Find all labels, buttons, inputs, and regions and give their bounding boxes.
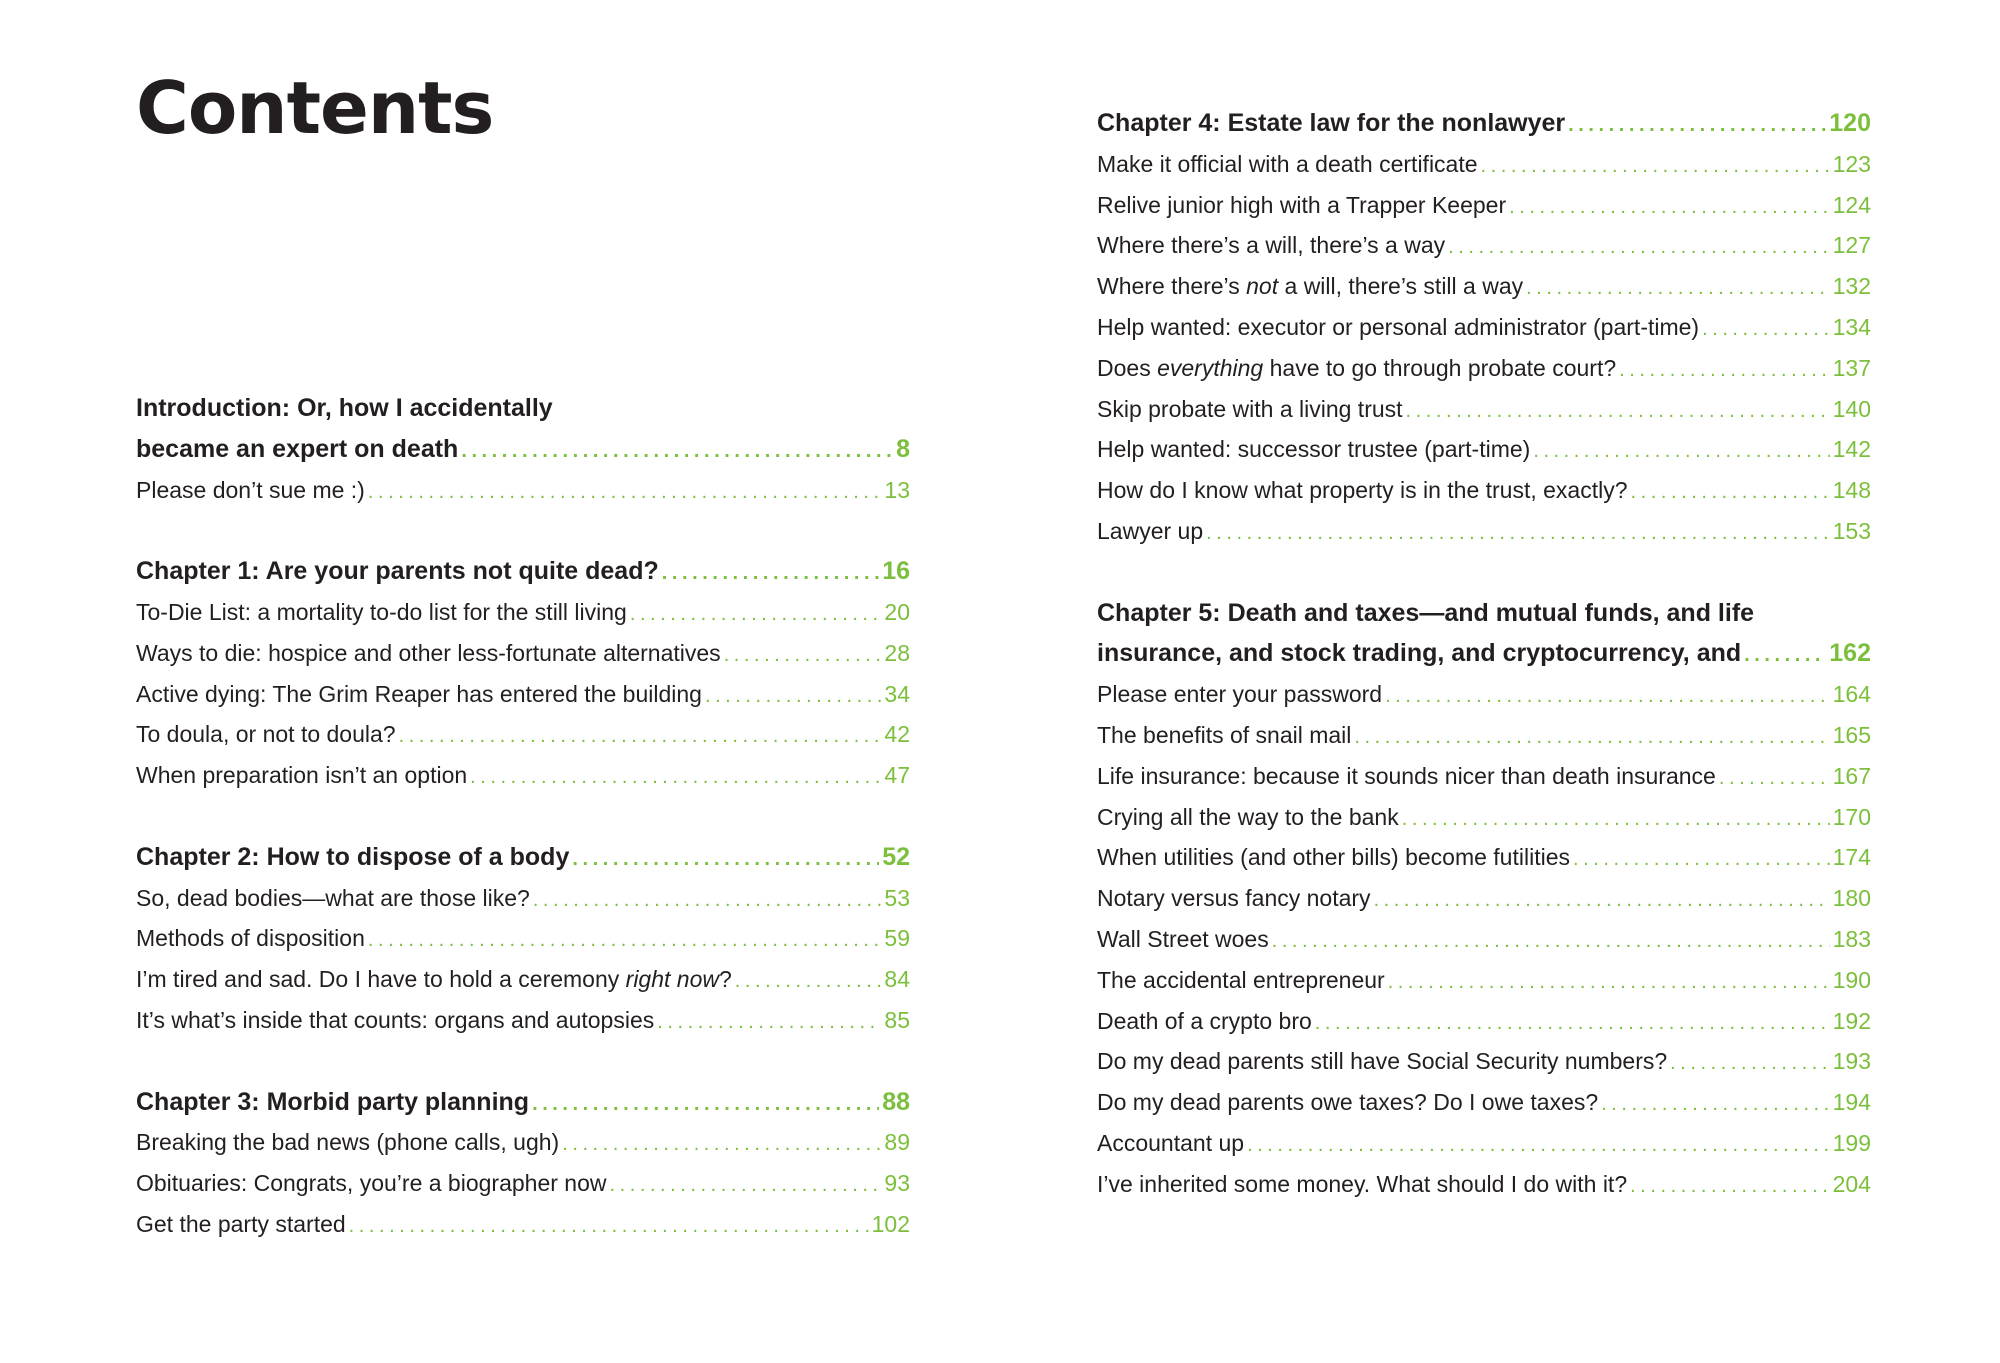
chapter-title: Chapter 4: Estate law for the nonlawyer [1097,109,1566,137]
toc-entry[interactable] [1097,715,1871,756]
toc-entry[interactable] [1097,144,1871,185]
toc-entry[interactable] [1097,1001,1871,1042]
entry-title: When preparation isn’t an option [136,762,468,789]
page-number: 192 [1832,1007,1871,1034]
toc-entry[interactable] [1097,185,1871,226]
dot-leader [1631,472,1830,513]
toc-right-column [1097,103,1871,1205]
toc-entry[interactable] [1097,225,1871,266]
page-number: 124 [1832,191,1871,218]
dot-leader [1388,962,1830,1003]
page-number: 120 [1829,109,1871,137]
dot-leader [1526,268,1830,309]
toc-left-column [136,388,910,1245]
entry-title: Do my dead parents owe taxes? Do I owe taxes? [1097,1089,1599,1116]
page-number: 193 [1832,1048,1871,1075]
dot-leader [1744,635,1826,676]
toc-entry[interactable] [136,1204,910,1245]
dot-leader [1354,717,1829,758]
toc-entry[interactable] [136,633,910,674]
toc-entry[interactable] [136,674,910,715]
page-number: 148 [1832,477,1871,504]
entry-title: The benefits of snail mail [1097,721,1352,748]
dot-leader [572,839,879,880]
dot-leader [630,594,882,635]
entry-title: Get the party started [136,1210,346,1237]
page-number: 140 [1832,395,1871,422]
toc-entry[interactable] [1097,837,1871,878]
page-number: 85 [884,1006,910,1033]
page-number: 127 [1832,232,1871,259]
entry-title: To doula, or not to doula? [136,721,396,748]
chapter-title: became an expert on death [136,434,459,463]
entry-title: I’ve inherited some money. What should I do with it? [1097,1170,1628,1197]
dot-leader [1670,1043,1829,1084]
entry-title: Please enter your password [1097,681,1383,708]
toc-entry[interactable] [1097,348,1871,389]
entry-title: Skip probate with a living trust [1097,395,1403,422]
dot-leader [399,716,882,757]
page-number: 53 [884,884,910,911]
entry-title: Breaking the bad news (phone calls, ugh) [136,1129,560,1156]
chapter-title: Introduction: Or, how I accidentally [136,394,553,422]
page-number: 170 [1832,803,1871,830]
page-number: 165 [1832,721,1871,748]
toc-entry[interactable] [1097,429,1871,470]
entry-title: Do my dead parents still have Social Security numbers? [1097,1048,1668,1075]
toc-entry[interactable] [1097,511,1871,552]
entry-title: Relive junior high with a Trapper Keeper [1097,191,1507,218]
page-number: 89 [884,1129,910,1156]
entry-title: Ways to die: hospice and other less-fortunate alternatives [136,639,721,666]
page-number: 47 [884,762,910,789]
chapter-title: insurance, and stock trading, and cryptocurrency, and [1097,639,1742,668]
toc-entry[interactable] [136,714,910,755]
dot-leader [562,1124,881,1165]
toc-entry[interactable] [1097,1082,1871,1123]
dot-leader [461,431,893,472]
entry-title: Death of a crypto bro [1097,1007,1312,1034]
dot-leader [368,472,882,513]
page-number: 8 [896,434,910,463]
page-number: 134 [1832,313,1871,340]
entry-title: Methods of disposition [136,925,365,952]
toc-chapter-heading[interactable] [136,551,910,592]
chapter-title: Chapter 2: How to dispose of a body [136,842,570,871]
entry-title: Crying all the way to the bank [1097,803,1399,830]
dot-leader [1272,921,1830,962]
toc-entry[interactable] [136,918,910,959]
toc-entry[interactable] [1097,1041,1871,1082]
toc-entry[interactable] [136,755,910,796]
page-number: 183 [1832,925,1871,952]
page-number: 164 [1832,681,1871,708]
page-number: 102 [871,1210,910,1237]
toc-entry[interactable] [136,470,910,511]
dot-leader [1573,839,1830,880]
dot-leader [705,676,881,717]
page-number: 199 [1832,1129,1871,1156]
dot-leader [1630,1166,1830,1207]
chapter-title: Chapter 5: Death and taxes—and mutual funds, and life [1097,598,1755,627]
entry-title: The accidental entrepreneur [1097,966,1385,993]
dot-leader [349,1206,869,1247]
toc-chapter-heading[interactable] [136,837,910,878]
toc-chapter-heading[interactable] [1097,593,1871,634]
entry-title: Please don’t sue me :) [136,476,365,503]
dot-leader [1719,758,1830,799]
page-number: 84 [884,966,910,993]
page-number: 162 [1829,639,1871,668]
dot-leader [1385,676,1830,717]
toc-entry[interactable] [1097,919,1871,960]
dot-leader [1702,309,1830,350]
dot-leader [470,757,881,798]
dot-leader [1601,1084,1829,1125]
toc-entry[interactable] [136,592,910,633]
entry-title: Obituaries: Congrats, you’re a biographer now [136,1170,607,1197]
entry-title: To-Die List: a mortality to-do list for the still living [136,598,627,625]
dot-leader [1206,513,1830,554]
toc-entry[interactable] [136,959,910,1000]
dot-leader [1533,431,1829,472]
entry-title: Notary versus fancy notary [1097,885,1371,912]
entry-title: Make it official with a death certificate [1097,150,1478,177]
toc-chapter-heading[interactable] [1097,633,1871,674]
dot-leader [1315,1003,1830,1044]
toc-chapter-heading[interactable] [136,388,910,429]
toc-chapter-heading[interactable] [136,1082,910,1123]
page-number: 137 [1832,354,1871,381]
toc-entry[interactable] [136,1163,910,1204]
toc-entry[interactable] [136,878,910,919]
page-number: 93 [884,1170,910,1197]
chapter-title: Chapter 3: Morbid party planning [136,1087,530,1116]
dot-leader [657,1002,881,1043]
page-number: 42 [884,721,910,748]
page-number: 153 [1832,517,1871,544]
page-number: 142 [1832,436,1871,463]
toc-entry[interactable] [1097,266,1871,307]
entry-title: Accountant up [1097,1129,1245,1156]
entry-title: Life insurance: because it sounds nicer than death insurance [1097,762,1716,789]
page-number: 59 [884,925,910,952]
toc-entry[interactable] [1097,1164,1871,1205]
toc-entry[interactable] [1097,674,1871,715]
dot-leader [609,1165,881,1206]
toc-entry[interactable] [1097,878,1871,919]
page-number: 180 [1832,885,1871,912]
dot-leader [1619,350,1829,391]
toc-entry[interactable] [1097,797,1871,838]
toc-chapter-heading[interactable] [1097,103,1871,144]
entry-title: Help wanted: successor trustee (part-time) [1097,436,1531,463]
page-number: 123 [1832,150,1871,177]
toc-entry[interactable] [1097,960,1871,1001]
dot-leader [532,1084,879,1125]
entry-title: So, dead bodies—what are those like? [136,884,530,911]
page-number: 34 [884,680,910,707]
dot-leader [735,961,882,1002]
page-number: 174 [1832,844,1871,871]
toc-entry[interactable] [136,1122,910,1163]
page-number: 52 [882,842,910,871]
entry-title: Where there’s a will, there’s a way [1097,232,1446,259]
entry-title: Does everything have to go through probate court? [1097,354,1617,381]
entry-title: Help wanted: executor or personal administrator (part-time) [1097,313,1700,340]
entry-title: It’s what’s inside that counts: organs and autopsies [136,1006,655,1033]
page-title: Contents [136,66,494,150]
page-number: 28 [884,639,910,666]
dot-leader [368,920,882,961]
dot-leader [533,880,882,921]
entry-title: When utilities (and other bills) become futilities [1097,844,1570,871]
page-number: 204 [1832,1170,1871,1197]
dot-leader [662,553,879,594]
dot-leader [1568,105,1826,146]
entry-title: Active dying: The Grim Reaper has entered the building [136,680,702,707]
page-number: 190 [1832,966,1871,993]
page-number: 20 [884,598,910,625]
page-number: 194 [1832,1089,1871,1116]
dot-leader [724,635,882,676]
dot-leader [1247,1125,1830,1166]
dot-leader [1481,146,1830,187]
dot-leader [1402,799,1830,840]
entry-title: Where there’s not a will, there’s still a way [1097,273,1524,300]
page-number: 16 [882,557,910,586]
page-number: 167 [1832,762,1871,789]
toc-entry[interactable] [1097,389,1871,430]
page-number: 13 [884,476,910,503]
toc-entry[interactable] [1097,470,1871,511]
dot-leader [1509,187,1830,228]
entry-title: Wall Street woes [1097,925,1269,952]
chapter-title: Chapter 1: Are your parents not quite dead? [136,557,659,586]
dot-leader [1448,227,1829,268]
toc-entry[interactable] [1097,756,1871,797]
dot-leader [1406,391,1830,432]
entry-title: How do I know what property is in the trust, exactly? [1097,477,1628,504]
dot-leader [1374,880,1830,921]
entry-title: I’m tired and sad. Do I have to hold a ceremony right now? [136,966,732,993]
page-number: 88 [882,1087,910,1116]
toc-entry[interactable] [1097,1123,1871,1164]
page-number: 132 [1832,273,1871,300]
toc-entry[interactable] [1097,307,1871,348]
entry-title: Lawyer up [1097,517,1204,544]
toc-chapter-heading[interactable] [136,429,910,470]
toc-entry[interactable] [136,1000,910,1041]
